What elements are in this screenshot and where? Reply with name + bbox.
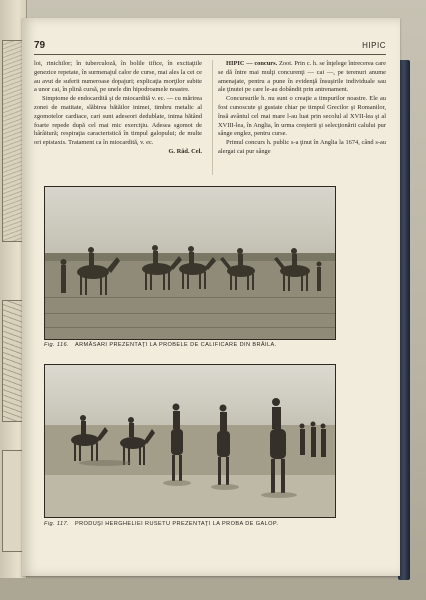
figure-photo-stallions xyxy=(44,186,336,340)
right-text-column xyxy=(218,60,386,157)
page-header xyxy=(34,40,386,55)
paragraph: Primul concurs h. public s-a ţinut în Anglia la 1674, când s-au alergat cai pur sânge xyxy=(218,139,386,155)
left-text-column xyxy=(34,60,202,157)
figure-number: Fig. 117. xyxy=(44,521,69,527)
figure-photo-galop xyxy=(44,364,336,518)
horse-photo-illustration xyxy=(45,187,335,339)
horse-photo-illustration xyxy=(45,365,335,517)
running-head: HIPIC xyxy=(362,41,386,50)
paragraph: Simptome de endocardită şi de miocardită v. ec. — cu mărirea zonei de matitate, slăbirea bătăilor inimei, timbru metalic al zgomotelor cardiace, cari sunt adeseori dedublate, inima bătând foarte repede după cel mai mic exerciţiu. Adesea sgomot de hârâitură; respiraţia caracteristică în timpul galopului; de multe ori epistaxis. Tratament ca în miocardită, v. ec. xyxy=(34,95,202,147)
page-number: 79 xyxy=(34,40,46,51)
figure-caption xyxy=(44,521,334,527)
book-page xyxy=(22,18,400,576)
figure-caption-text: ARMĂSARI PREZENTAŢI LA PROBELE DE CALIFICARE DIN BRĂILA. xyxy=(74,342,277,348)
author-signature: G. Răd. Cel. xyxy=(168,147,202,155)
figure-caption-text: PRODUŞI HERGHELIEI RUSETU PREZENTAŢI LA PROBA DE GALOP. xyxy=(74,521,279,527)
paragraph: Zoot. Prin c. h. se înţelege întrecerea care se dă între mai mulţi concurenţi — cai —, pe terenuri anume amenajate, pentru a pune în evidenţă însuşirile individuale sau ale ţinutei pe care le-au dobândit prin antrenament. xyxy=(218,60,386,94)
figure-caption xyxy=(44,342,334,348)
paragraph: loi, rinichilor; în tuberculoză, în bolile tifice, în excitaţiile genezice repetate, în surmenajul calor de curse, mai ales la cei ce au avut de suferit numeroase dopajuri; explicaţia morţilor subite a unor cai, în plină cursă, pe unele din hipodroamele noastre. xyxy=(34,60,202,94)
entry-heading: HIPIC — concurs. xyxy=(226,60,278,67)
column-divider xyxy=(212,60,213,175)
paragraph: Concursurile h. nu sunt o creaţie a timpurilor noastre. Ele au fost cunoscute şi gustate chiar pe timpul Grecilor şi Romanilor, însă avântul cel mai mare l-au luat prin secolul al XVII-lea şi al XVIII-lea, în Anglia, în urma creşterii şi selecţionării calului pur sânge englez, pentru curse. xyxy=(218,95,386,138)
figure-number: Fig. 116. xyxy=(44,342,69,348)
